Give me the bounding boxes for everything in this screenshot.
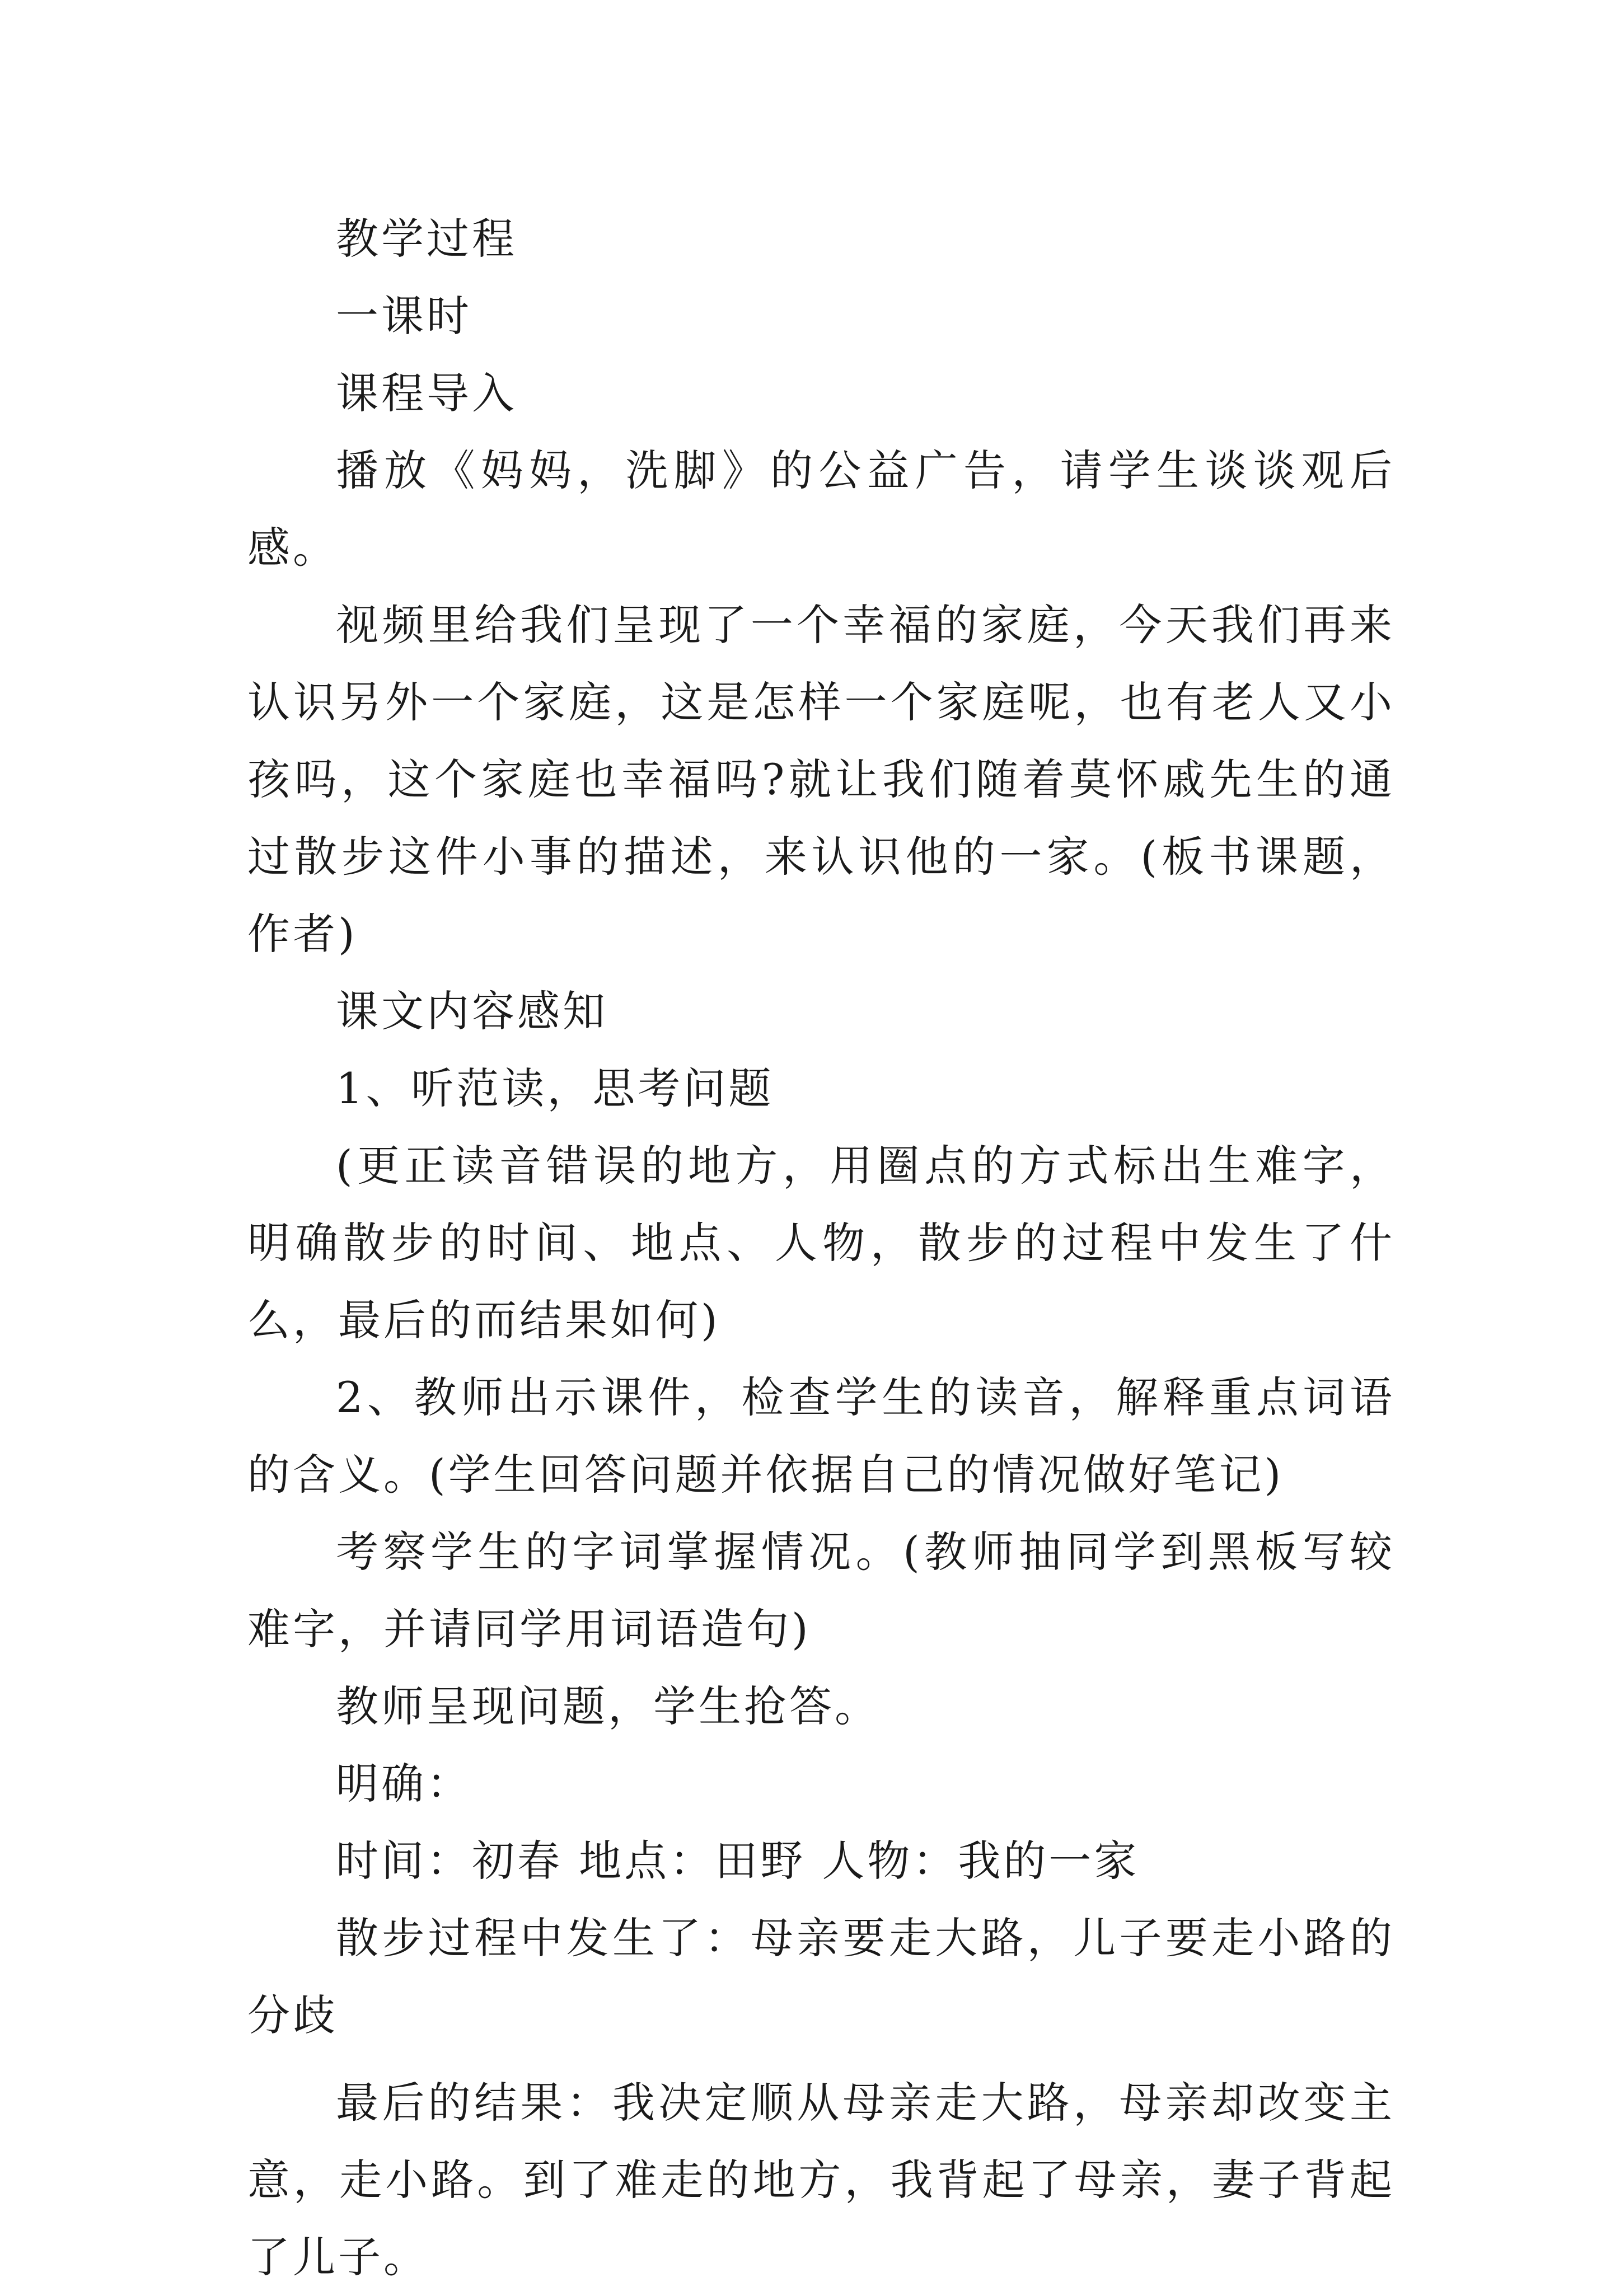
list-item-courseware: 2、教师出示课件，检查学生的读音，解释重点词语的含义。(学生回答问题并依据自己的情况做好笔记) xyxy=(247,1372,1395,1500)
document-body xyxy=(247,200,1395,2296)
paragraph-video-intro: 视频里给我们呈现了一个幸福的家庭，今天我们再来认识另外一个家庭，这是怎样一个家庭呢，也有老人又小孩吗，这个家庭也幸福吗?就让我们随着莫怀戚先生的通过散步这件小事的描述，来认识他的一家。(板书课题，作者) xyxy=(247,600,1395,959)
paragraph-process-event: 散步过程中发生了：母亲要走大路，儿子要走小路的分歧 xyxy=(247,1913,1395,2040)
paragraph-vocabulary-check: 考察学生的字词掌握情况。(教师抽同学到黑板写较难字，并请同学用词语造句) xyxy=(247,1527,1395,1654)
heading-text-perception: 课文内容感知 xyxy=(336,986,608,1036)
paragraph-time-place-people: 时间：初春 地点：田野 人物：我的一家 xyxy=(336,1836,1140,1886)
heading-teaching-process: 教学过程 xyxy=(336,214,517,264)
label-clarify: 明确： xyxy=(336,1759,472,1808)
paragraph-correction-note: (更正读音错误的地方，用圈点的方式标出生难字，明确散步的时间、地点、人物，散步的过程中发生了什么，最后的而结果如何) xyxy=(247,1141,1395,1345)
paragraph-quiz: 教师呈现问题，学生抢答。 xyxy=(336,1681,880,1731)
heading-lesson-period: 一课时 xyxy=(336,291,472,341)
heading-course-intro: 课程导入 xyxy=(336,368,517,418)
paragraph-play-ad: 播放《妈妈，洗脚》的公益广告，请学生谈谈观后感。 xyxy=(247,446,1395,573)
paragraph-final-result: 最后的结果：我决定顺从母亲走大路，母亲却改变主意，走小路。到了难走的地方，我背起了母亲，妻子背起了儿子。 xyxy=(247,2078,1395,2282)
list-item-listen: 1、听范读，思考问题 xyxy=(336,1063,774,1113)
